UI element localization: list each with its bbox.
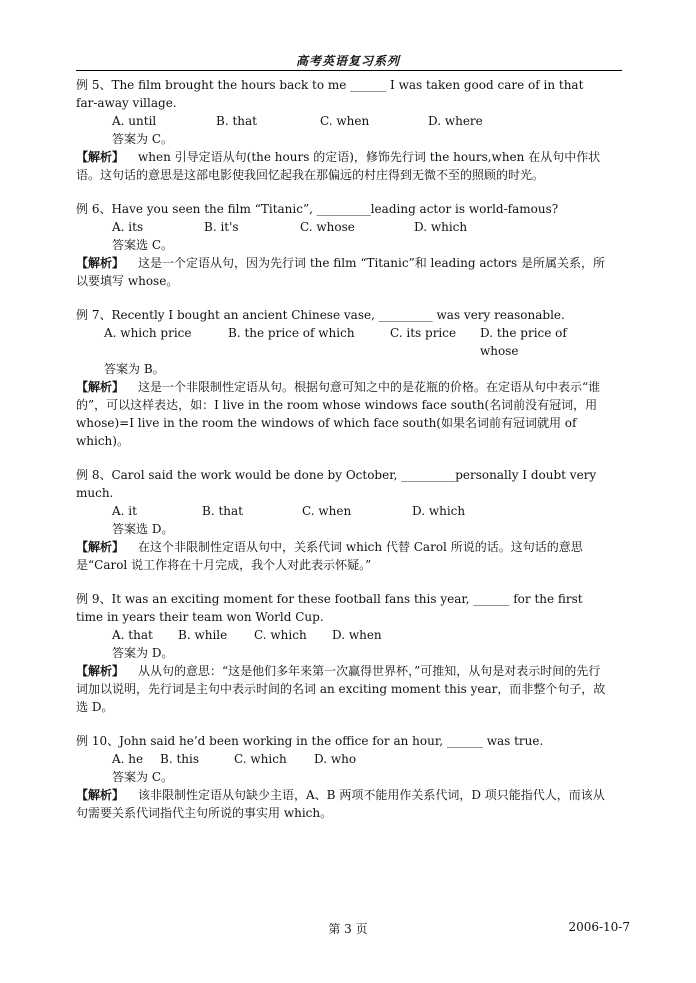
example-8 xyxy=(76,466,606,574)
example-7 xyxy=(76,306,606,450)
option-d: D. when xyxy=(332,628,382,642)
option-c: C. when xyxy=(302,504,352,518)
analysis xyxy=(76,786,606,822)
analysis-text: 从从句的意思：“这是他们多年来第一次赢得世界杯，”可推知，从句是对表示时间的先行词加以说明，先行词是主句中表示时间的名词 an exciting moment this year，而非整个句子，故选 D。 xyxy=(76,664,606,714)
option-a: A. which price xyxy=(104,326,192,340)
answer: 答案为 D。 xyxy=(112,646,174,660)
option-a: A. he xyxy=(112,752,144,766)
analysis xyxy=(76,378,606,450)
answer: 答案为 B。 xyxy=(104,362,165,376)
analysis xyxy=(76,148,606,184)
option-d: D. which xyxy=(414,220,468,234)
page-number: 第 3 页 xyxy=(328,922,368,936)
footer-date: 2006-10-7 xyxy=(568,920,630,934)
option-b: B. that xyxy=(216,114,257,128)
option-d: D. the price of whose xyxy=(480,326,567,358)
option-a: A. it xyxy=(112,504,137,518)
options-row xyxy=(76,750,606,768)
question-text: 例 7、Recently I bought an ancient Chinese vase, _________ was very reasonable. xyxy=(76,308,565,322)
question-text: 例 9、It was an exciting moment for these football fans this year, ______ for the first time in years their team won World Cup. xyxy=(76,592,583,624)
header-title: 高考英语复习系列 xyxy=(295,54,400,68)
example-5 xyxy=(76,76,606,184)
option-c: C. its price xyxy=(390,326,457,340)
example-10 xyxy=(76,732,606,822)
analysis-text: when 引导定语从句(the hours 的定语)，修饰先行词 the hours,when 在从句中作状语。这句话的意思是这部电影使我回忆起我在那偏远的村庄得到无微不至的照顾的时光。 xyxy=(76,150,601,182)
option-b: B. while xyxy=(178,628,228,642)
options-row xyxy=(76,626,606,644)
answer: 答案选 C。 xyxy=(112,238,173,252)
option-c: C. whose xyxy=(300,220,355,234)
option-c: C. which xyxy=(254,628,307,642)
analysis xyxy=(76,538,606,574)
example-9 xyxy=(76,590,606,716)
option-a: A. that xyxy=(112,628,153,642)
option-c: C. which xyxy=(234,752,287,766)
analysis-text: 这是一个定语从句，因为先行词 the film “Titanic”和 leading actors 是所属关系，所以要填写 whose。 xyxy=(76,256,605,288)
question-text: 例 6、Have you seen the film “Titanic”, _________leading actor is world-famous? xyxy=(76,202,559,216)
option-b: B. the price of which xyxy=(228,326,355,340)
option-b: B. that xyxy=(202,504,243,518)
analysis-text: 在这个非限制性定语从句中，关系代词 which 代替 Carol 所说的话。这句话的意思是“Carol 说工作将在十月完成，我个人对此表示怀疑。” xyxy=(76,540,583,572)
options-row xyxy=(76,502,606,520)
options-row xyxy=(76,218,606,236)
analysis-text: 这是一个非限制性定语从句。根据句意可知之中的是花瓶的价格。在定语从句中表示“谁的”，可以这样表达，如：I live in the room whose windows face south(名词前没有冠词，用 whose)=I live in the room the windows of which face south(如果名词前有冠词就用 of which)。 xyxy=(76,380,601,448)
options-row xyxy=(76,112,606,130)
option-c: C. when xyxy=(320,114,370,128)
option-a: A. its xyxy=(112,220,144,234)
answer: 答案选 D。 xyxy=(112,522,174,536)
analysis-tag: 【解析】 xyxy=(76,664,125,678)
question-text: 例 8、Carol said the work would be done by October, _________personally I doubt very much. xyxy=(76,468,597,500)
header-rule xyxy=(76,70,622,71)
option-d: D. which xyxy=(412,504,466,518)
analysis-text: 该非限制性定语从句缺少主语，A、B 两项不能用作关系代词，D 项只能指代人，而该从句需要关系代词指代主句所说的事实用 which。 xyxy=(76,788,605,820)
document-body xyxy=(76,76,606,822)
analysis-tag: 【解析】 xyxy=(76,256,125,270)
option-d: D. where xyxy=(428,114,483,128)
analysis-tag: 【解析】 xyxy=(76,788,125,802)
option-b: B. this xyxy=(160,752,199,766)
option-a: A. until xyxy=(112,114,157,128)
option-b: B. it's xyxy=(204,220,239,234)
analysis xyxy=(76,662,606,716)
answer: 答案为 C。 xyxy=(112,770,173,784)
answer: 答案为 C。 xyxy=(112,132,173,146)
question-text: 例 10、John said he’d been working in the office for an hour, ______ was true. xyxy=(76,734,544,748)
question-text: 例 5、The film brought the hours back to me ______ I was taken good care of in that far-away village. xyxy=(76,78,584,110)
analysis-tag: 【解析】 xyxy=(76,150,125,164)
analysis-tag: 【解析】 xyxy=(76,380,125,394)
options-row xyxy=(76,324,606,360)
option-d: D. who xyxy=(314,752,357,766)
analysis xyxy=(76,254,606,290)
example-6 xyxy=(76,200,606,290)
analysis-tag: 【解析】 xyxy=(76,540,125,554)
